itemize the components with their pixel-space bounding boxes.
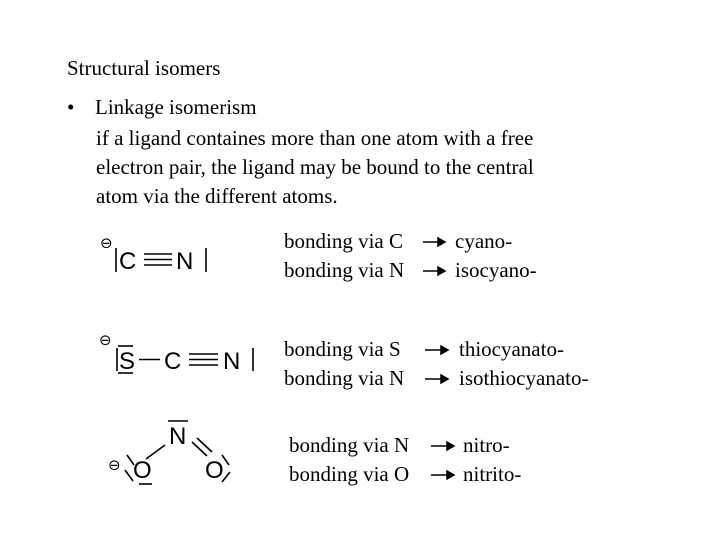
- right-arrow-icon: [425, 346, 448, 354]
- bonding-via-text: bonding via N: [289, 433, 410, 457]
- definition-line-1: if a ligand containes more than one atom with a free: [96, 126, 534, 150]
- isomer-name: cyano-: [455, 229, 513, 253]
- bonding-via-text: bonding via O: [289, 462, 410, 486]
- negative-charge-icon: ⊖: [99, 332, 112, 349]
- atom-label: C: [119, 248, 137, 275]
- right-arrow-icon: [425, 375, 448, 383]
- atom-label: N: [223, 348, 241, 375]
- right-arrow-icon: [423, 238, 445, 246]
- atom-label: N: [176, 248, 194, 275]
- bonding-via-text: bonding via C: [284, 229, 403, 253]
- slide-title: Structural isomers: [67, 56, 221, 80]
- bullet-icon: •: [67, 95, 75, 119]
- atom-label: C: [164, 348, 182, 375]
- isomer-name: nitrito-: [463, 462, 522, 486]
- bonding-via-text: bonding via S: [284, 337, 401, 361]
- bullet-heading: Linkage isomerism: [95, 95, 257, 119]
- definition-line-2: electron pair, the ligand may be bound to the central: [96, 155, 534, 179]
- isomer-name: thiocyanato-: [459, 337, 564, 361]
- right-arrow-icon: [423, 267, 445, 275]
- bonding-via-text: bonding via N: [284, 258, 405, 282]
- atom-label: O: [133, 457, 152, 484]
- isomer-name: isocyano-: [455, 258, 537, 282]
- negative-charge-icon: ⊖: [100, 235, 113, 252]
- negative-charge-icon: ⊖: [108, 457, 121, 474]
- bonding-via-text: bonding via N: [284, 366, 405, 390]
- right-arrow-icon: [431, 471, 454, 479]
- right-arrow-icon: [431, 442, 454, 450]
- atom-label: O: [205, 457, 224, 484]
- definition-line-3: atom via the different atoms.: [96, 184, 338, 208]
- atom-label: N: [169, 423, 187, 450]
- atom-label: S: [119, 348, 136, 375]
- isomer-name: isothiocyanato-: [459, 366, 589, 390]
- isomer-name: nitro-: [463, 433, 510, 457]
